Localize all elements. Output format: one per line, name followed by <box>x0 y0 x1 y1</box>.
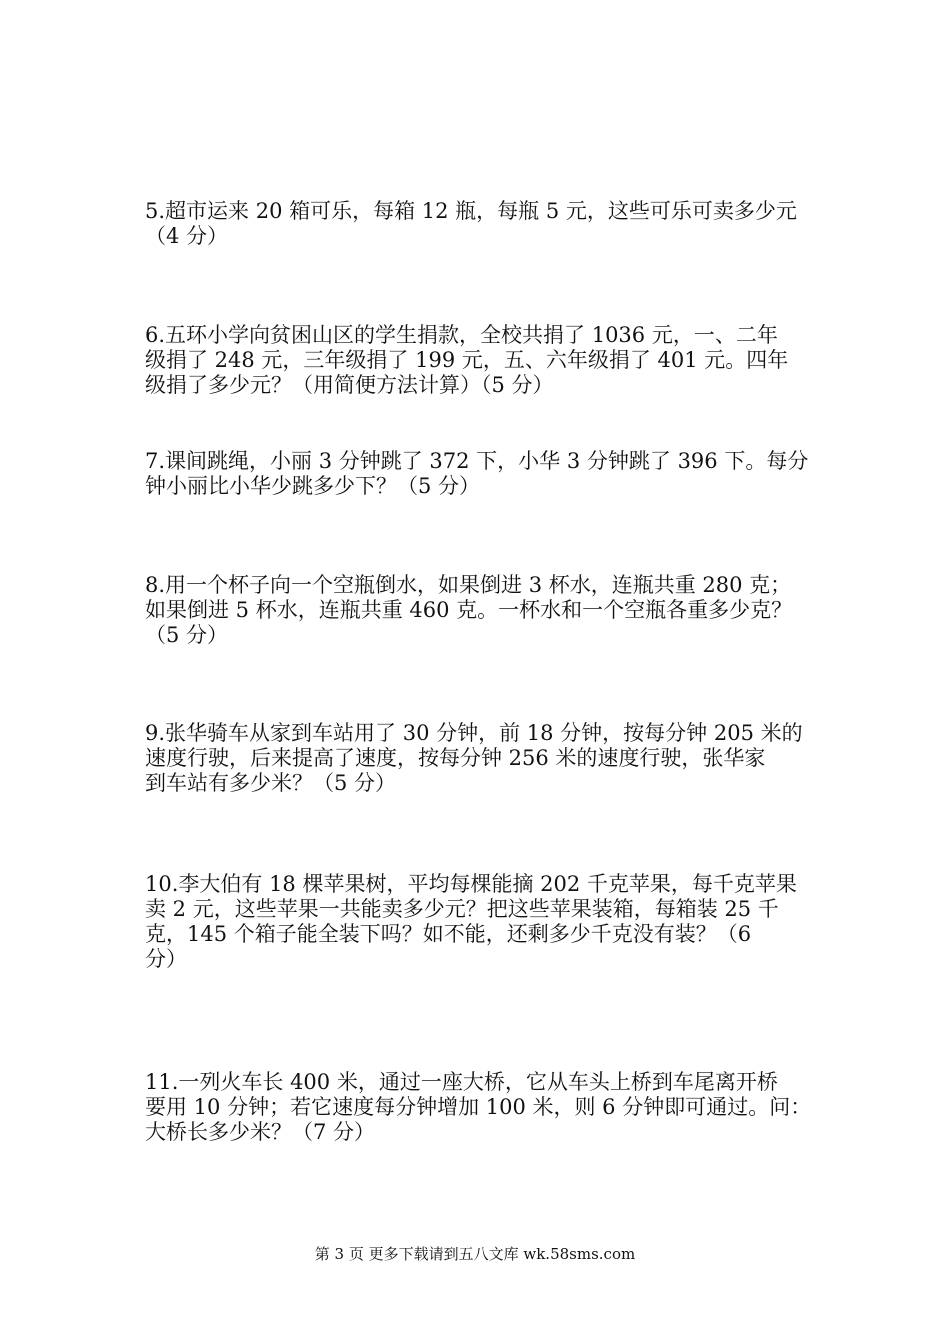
question-8 <box>145 573 825 648</box>
question-line: 级捐了多少元？（用简便方法计算）（5 分） <box>145 373 554 397</box>
question-line: 5.超市运来 20 箱可乐，每箱 12 瓶，每瓶 5 元，这些可乐可卖多少元 <box>145 199 797 223</box>
question-line: 大桥长多少米？（7 分） <box>145 1120 376 1144</box>
question-line: （4 分） <box>145 224 229 248</box>
question-line: 10.李大伯有 18 棵苹果树，平均每棵能摘 202 千克苹果，每千克苹果 <box>145 872 797 896</box>
question-6 <box>145 323 825 398</box>
question-line: 克，145 个箱子能全装下吗？如不能，还剩多少千克没有装？（6 <box>145 922 752 946</box>
question-line: （5 分） <box>145 623 229 647</box>
question-line: 到车站有多少米？（5 分） <box>145 771 397 795</box>
question-line: 钟小丽比小华少跳多少下？（5 分） <box>145 474 481 498</box>
question-line: 要用 10 分钟；若它速度每分钟增加 100 米，则 6 分钟即可通过。问： <box>145 1095 812 1119</box>
question-line: 6.五环小学向贫困山区的学生捐款，全校共捐了 1036 元，一、二年 <box>145 323 778 347</box>
question-5 <box>145 199 825 249</box>
question-10 <box>145 872 825 972</box>
question-7 <box>145 449 825 499</box>
question-line: 7.课间跳绳，小丽 3 分钟跳了 372 下，小华 3 分钟跳了 396 下。每分 <box>145 449 809 473</box>
question-line: 11.一列火车长 400 米，通过一座大桥，它从车头上桥到车尾离开桥 <box>145 1070 778 1094</box>
question-9 <box>145 721 825 796</box>
question-line: 分） <box>145 947 187 971</box>
question-line: 9.张华骑车从家到车站用了 30 分钟，前 18 分钟，按每分钟 205 米的 <box>145 721 803 745</box>
question-line: 级捐了 248 元，三年级捐了 199 元，五、六年级捐了 401 元。四年 <box>145 348 789 372</box>
page-footer: 第 3 页 更多下载请到五八文库 wk.58sms.com <box>314 1245 636 1263</box>
question-line: 速度行驶，后来提高了速度，按每分钟 256 米的速度行驶，张华家 <box>145 746 766 770</box>
question-line: 卖 2 元，这些苹果一共能卖多少元？把这些苹果装箱，每箱装 25 千 <box>145 897 779 921</box>
question-11 <box>145 1070 825 1145</box>
question-line: 8.用一个杯子向一个空瓶倒水，如果倒进 3 杯水，连瓶共重 280 克； <box>145 573 792 597</box>
question-line: 如果倒进 5 杯水，连瓶共重 460 克。一杯水和一个空瓶各重多少克？ <box>145 598 793 622</box>
